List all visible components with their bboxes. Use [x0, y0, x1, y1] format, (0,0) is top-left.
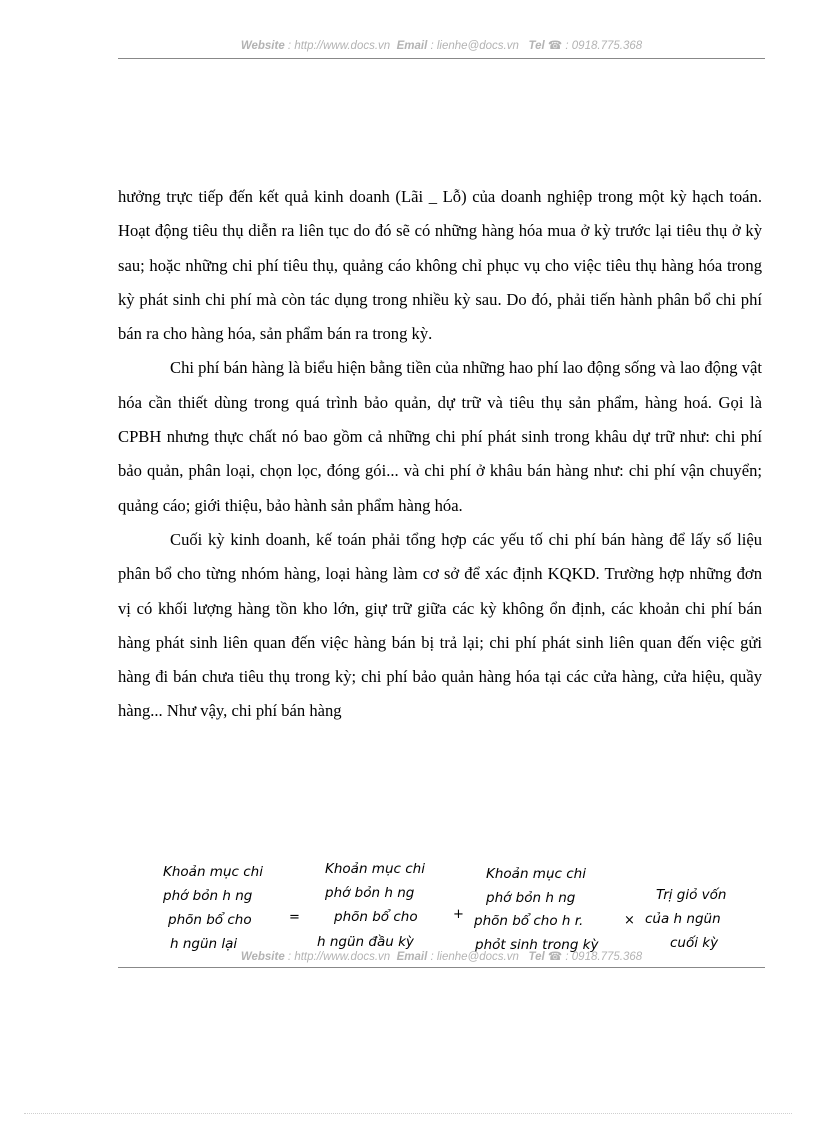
tel-label: Tel [528, 951, 545, 963]
formula-term3-line: phõn bổ cho h r. [474, 913, 584, 929]
document-body [118, 180, 762, 729]
tel-value: : 0918.775.368 [562, 40, 643, 52]
phone-icon: ☎ [547, 40, 563, 52]
formula-term1-line: phớ bỏn h ng [163, 888, 253, 904]
page-footer [118, 949, 765, 963]
paragraph: hưởng trực tiếp đến kết quả kinh doanh (Lãi _ Lỗ) của doanh nghiệp trong một kỳ hạch toán. Hoạt động tiêu thụ diễn ra liên tục do đó sẽ có những hàng hóa mua ở kỳ trước lại tiêu thụ ở kỳ sau; hoặc những chi phí tiêu thụ, quảng cáo không chỉ phục vụ cho việc tiêu thụ hàng hóa trong kỳ phát sinh chi phí mà còn tác dụng trong nhiều kỳ sau. Do đó, phải tiến hành phân bổ chi phí bán ra cho hàng hóa, sản phẩm bán ra trong kỳ. [118, 187, 762, 344]
paragraph: Cuối kỳ kinh doanh, kế toán phải tổng hợp các yếu tố chi phí bán hàng để lấy số liệu phân bổ cho từng nhóm hàng, loại hàng làm cơ sở để xác định KQKD. Trường hợp những đơn vị có khối lượng hàng tồn kho lớn, giự trữ giữa các kỳ không ổn định, các khoản chi phí bán hàng phát sinh liên quan đến việc hàng bán bị trả lại; chi phí phát sinh liên quan đến việc gửi hàng đi bán chưa tiêu thụ trong kỳ; chi phí bảo quản hàng hóa tại các cửa hàng, cửa hiệu, quầy hàng... Như vậy, chi phí bán hàng [118, 529, 762, 721]
tel-label: Tel [528, 40, 545, 52]
formula-term1-line: Khoản mục chi [163, 864, 263, 880]
page-header [118, 38, 765, 52]
email-value: : lienhe@docs.vn [427, 40, 519, 52]
website-value: : http://www.docs.vn [284, 40, 391, 52]
formula-term2-line: h ngün đầu kỳ [317, 934, 414, 950]
page-edge-dots [24, 1113, 792, 1114]
formula-term4-line: Trị giỏ vốn [656, 887, 727, 903]
phone-icon: ☎ [547, 951, 563, 963]
formula-term2-line: phớ bỏn h ng [325, 885, 415, 901]
formula-term4-line: cuối kỳ [670, 935, 719, 951]
plus-sign: + [453, 907, 464, 922]
formula-term3-line: phớ bỏn h ng [486, 890, 576, 906]
formula-term2-line: Khoản mục chi [325, 861, 425, 877]
formula-term3-line: Khoản mục chi [486, 866, 586, 882]
tel-value: : 0918.775.368 [562, 951, 643, 963]
website-value: : http://www.docs.vn [284, 951, 391, 963]
header-rule [118, 58, 765, 59]
formula-term1-line: h ngün lại [170, 936, 238, 952]
email-value: : lienhe@docs.vn [427, 951, 519, 963]
formula-term4-line: của h ngün [645, 911, 721, 927]
website-label: Website [240, 40, 285, 52]
times-sign: × [624, 913, 635, 928]
equals-sign: = [289, 910, 300, 925]
website-label: Website [240, 951, 285, 963]
email-label: Email [396, 951, 428, 963]
formula-term3-line: phỏt sinh trong kỳ [475, 937, 599, 953]
formula-term2-line: phõn bổ cho [334, 909, 418, 925]
footer-rule [118, 967, 765, 968]
paragraph: Chi phí bán hàng là biểu hiện bằng tiền của những hao phí lao động sống và lao động vật hóa cần thiết dùng trong quá trình bảo quản, dự trữ và tiêu thụ sản phẩm, hàng hoá. Gọi là CPBH nhưng thực chất nó bao gồm cả những chi phí phát sinh trong khâu dự trữ như: chi phí bảo quản, phân loại, chọn lọc, đóng gói... và chi phí ở khâu bán hàng như: chi phí vận chuyển; quảng cáo; giới thiệu, bảo hành sản phẩm hàng hóa. [118, 358, 762, 515]
formula-term1-line: phõn bổ cho [168, 912, 252, 928]
email-label: Email [396, 40, 428, 52]
